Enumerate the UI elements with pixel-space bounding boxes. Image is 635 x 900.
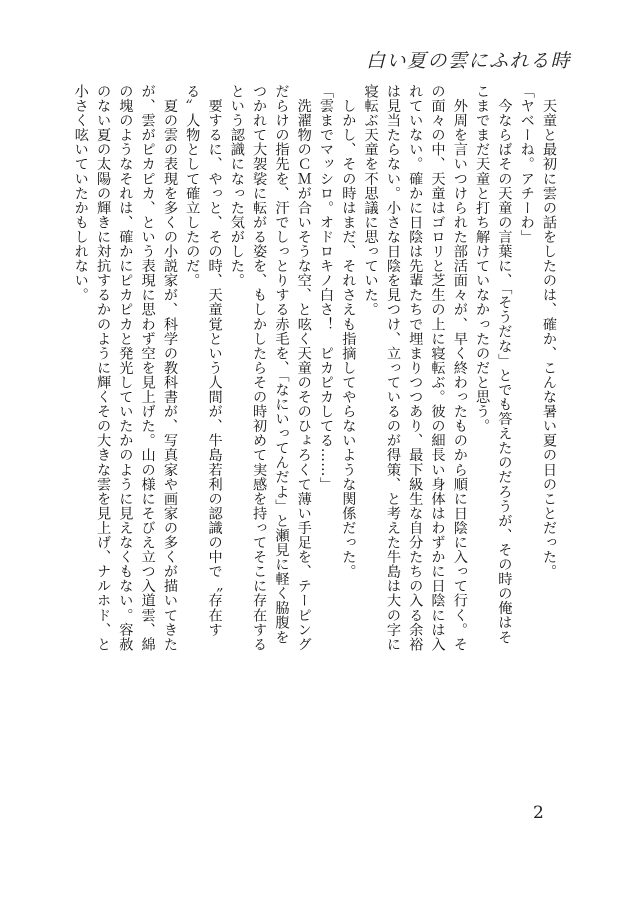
- paragraph: 外周を言いつけられた部活面々が、早く終わったものから順に日陰に入って行く。その面々の中、天童はゴロリと芝生の上に寝転ぶ。彼の細長い身体はわずかに日陰には入れていない。確かに日陰は先輩たちで埋まりつつあり、最下級生な自分たちの入る余裕は見当たらない。小さな日陰を見つけ、立っているのが得策、と考えた牛島は大の字に寝転ぶ天童を不思議に思っていた。: [362, 84, 468, 652]
- paragraph: しかし、その時はまだ、それさえも指摘してやらないような関係だった。: [340, 84, 357, 579]
- paragraph: 天童と最初に雲の話をしたのは、確か、こんな暑い夏の日のことだった。: [541, 84, 557, 579]
- running-title: 白い夏の雲にふれる時: [366, 50, 572, 72]
- body-text: [72, 84, 560, 654]
- paragraph: 洗濯物のＣＭが合いそうな空、と呟く天童のそのひょろくて薄い手足を、テーピングだらけの指先を、汗でしっとりする赤毛を、「なにいってんだよ」と瀬見に軽く脇腹をつかれて大袈裟に転がる姿を、もしかしたらその時初めて実感を持ってそこに存在するという認識になった気がした。: [228, 84, 312, 652]
- paragraph: 夏の雲の表現を多くの小説家が、科学の教科書が、写真家や画家の多くが描いてきたが、雲がピカピカ、という表現に思わず空を見上げた。山の様にそびえ立つ入道雲、綿の塊のようなそれは、確かにピカピカと発光していたかのように見えなくもない。容赦のない夏の太陽の輝きに対抗するかのように輝くその大きな雲を見上げ、ナルホド、と小さく呟いていたかもしれない。: [72, 84, 178, 652]
- paragraph: 「雲までマッシロ。オドロキノ白さ！ ピカピカしてる……」: [318, 84, 335, 492]
- paragraph: 要するに、やっと、その時、天童覚という人間が、牛島若利の認識の中で〝存在する〟人物として確立したのだ。: [184, 84, 223, 637]
- paragraph: 「ヤベーね。アチーわ」: [518, 84, 535, 245]
- paragraph: 今ならばその天童の言葉に、「そうだな」とでも答えたのだろうが、その時の俺はそこまでまだ天童と打ち解けていなかったのだと思う。: [474, 84, 513, 645]
- page-number: 2: [533, 803, 544, 823]
